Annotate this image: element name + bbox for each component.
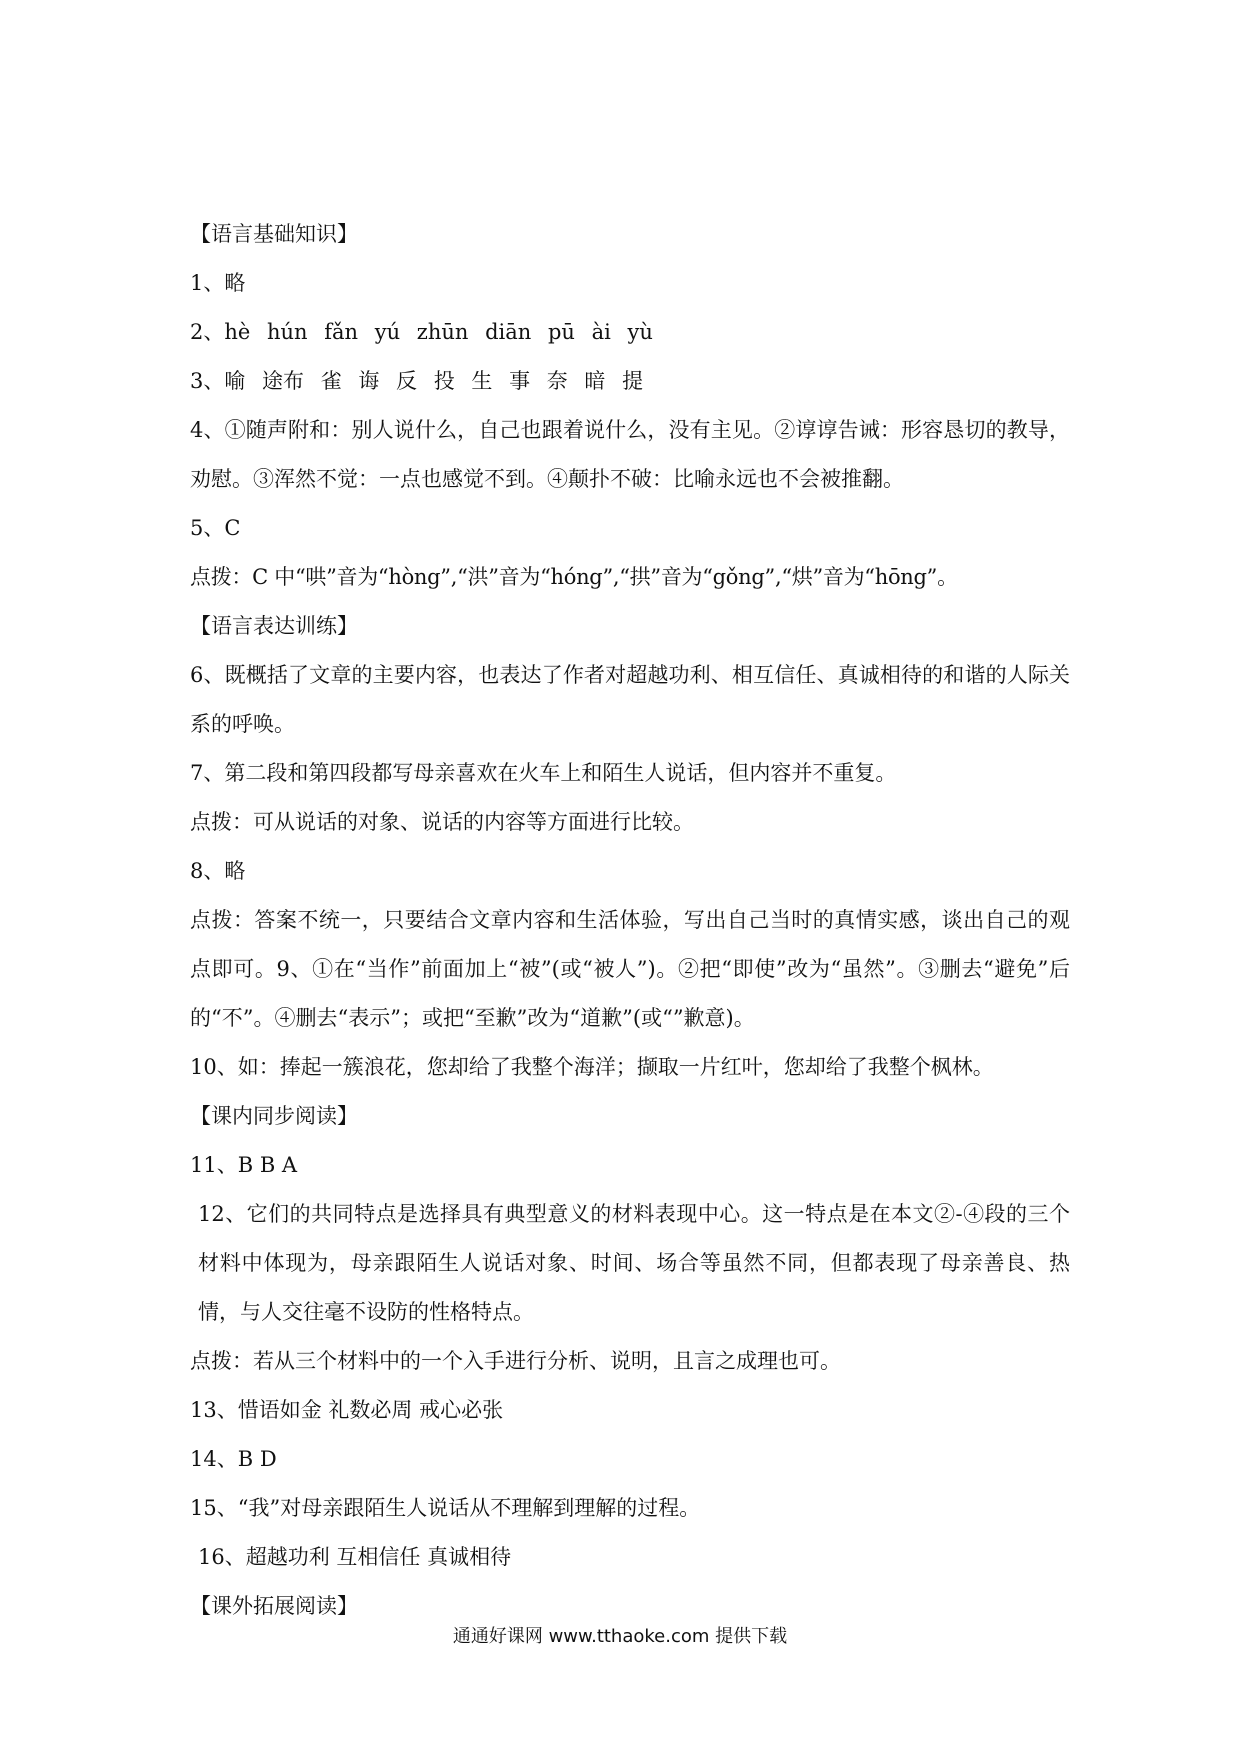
answer-8: 8、略	[190, 859, 246, 883]
section-heading-in-class-reading: 【课内同步阅读】	[190, 1104, 358, 1128]
answer-12: 12、它们的共同特点是选择具有典型意义的材料表现中心。这一特点是在本文②-④段的三个材料中体现为，母亲跟陌生人说话对象、时间、场合等虽然不同，但都表现了母亲善良、热情，与人交往毫不设防的性格特点。	[198, 1202, 1070, 1324]
answer-12-note: 点拨：若从三个材料中的一个入手进行分析、说明，且言之成理也可。	[190, 1349, 841, 1373]
answer-11: 11、B B A	[190, 1153, 298, 1177]
answer-7-note: 点拨：可从说话的对象、说话的内容等方面进行比较。	[190, 810, 694, 834]
answer-5: 5、C	[190, 516, 241, 540]
footer-source-text: 通通好课网 www.tthaoke.com 提供下载	[452, 1626, 788, 1647]
answer-8-note-and-9: 点拨：答案不统一，只要结合文章内容和生活体验，写出自己当时的真情实感，谈出自己的观点即可。9、①在“当作”前面加上“被”(或“被人”)。②把“即使”改为“虽然”。③删去“避免”后的“不”。④删去“表示”；或把“至歉”改为“道歉”(或“”歉意)。	[190, 908, 1070, 1030]
section-heading-language-basics: 【语言基础知识】	[190, 222, 358, 246]
answer-2-pinyin: 2、hè hún fǎn yú zhūn diān pū ài yù	[190, 320, 653, 344]
answer-3: 3、喻 途布 雀 诲 反 投 生 事 奈 暗 提	[190, 369, 644, 393]
section-heading-expression: 【语言表达训练】	[190, 614, 358, 638]
section-heading-extended-reading: 【课外拓展阅读】	[190, 1594, 358, 1618]
answer-6: 6、既概括了文章的主要内容，也表达了作者对超越功利、相互信任、真诚相待的和谐的人际关系的呼唤。	[190, 663, 1070, 736]
answer-1: 1、略	[190, 271, 246, 295]
answer-14: 14、B D	[190, 1447, 277, 1471]
answer-4: 4、①随声附和：别人说什么，自己也跟着说什么，没有主见。②谆谆告诫：形容恳切的教导，劝慰。③浑然不觉：一点也感觉不到。④颠扑不破：比喻永远也不会被推翻。	[190, 418, 1070, 491]
answer-16: 16、超越功利 互相信任 真诚相待	[198, 1545, 512, 1569]
answer-10: 10、如：捧起一簇浪花，您却给了我整个海洋；撷取一片红叶，您却给了我整个枫林。	[190, 1055, 994, 1079]
answer-13: 13、惜语如金 礼数必周 戒心必张	[190, 1398, 504, 1422]
answer-7: 7、第二段和第四段都写母亲喜欢在火车上和陌生人说话，但内容并不重复。	[190, 761, 897, 785]
answer-5-note: 点拨：C 中“哄”音为“hòng”,“洪”音为“hóng”,“拱”音为“gǒng”,“烘”音为“hōng”。	[190, 565, 958, 589]
answer-content	[190, 210, 1070, 1631]
answer-15: 15、“我”对母亲跟陌生人说话从不理解到理解的过程。	[190, 1496, 701, 1520]
